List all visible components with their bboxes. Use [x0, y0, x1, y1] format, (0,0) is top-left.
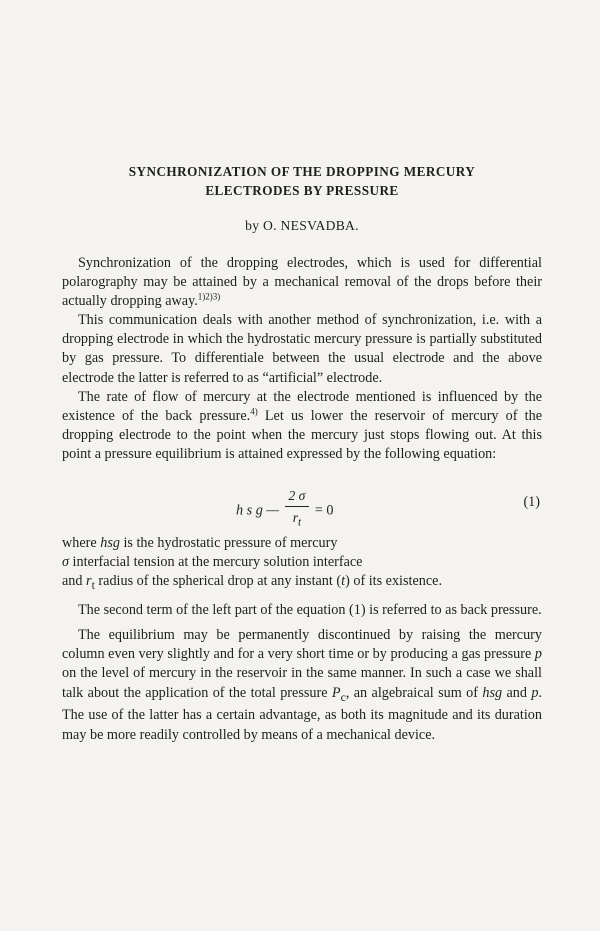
document-page [62, 0, 542, 931]
equation-fraction [285, 486, 310, 533]
equation-1 [62, 474, 542, 528]
definition-rt: and $r_t$ radius of the spherical drop at any instant (t) of its existence. [62, 573, 442, 593]
equation-number: (1) [523, 494, 540, 511]
title-line-1: SYNCHRONIZATION OF THE DROPPING MERCURY [128, 164, 476, 179]
definition-sigma: σ interfacial tension at the mercury solution interface [62, 554, 363, 571]
paragraph-1: Synchronization of the dropping electrodes, which is used for differential polarography may be attained by a mechanical removal of the drops before their actually dropping away.$^{1)2)3)}$ [62, 255, 542, 310]
paragraph-6: The equilibrium may be permanently discontinued by raising the mercury column even very slightly and for a very short time or by producing a gas pressure p on the level of mercury in the reservoir in the same manner. In such a case we shall talk about the application of the total pressure $P_c$, an algebraical sum of hsg and p. The use of the latter has a certain advantage, as both its magnitude and its duration may be more readily controlled by means of a mechanical device. [62, 627, 542, 743]
fraction-denominator: $r_t$ [292, 510, 302, 529]
equation-body [236, 488, 334, 535]
author-byline: by O. NESVADBA. [245, 218, 359, 233]
equation-lhs: h s g — [236, 502, 279, 519]
paragraph-5: The second term of the left part of the equation (1) is referred to as back pressure. [78, 602, 542, 619]
equation-rhs: = 0 [314, 502, 334, 519]
body-text [62, 254, 542, 745]
paragraph-2: This communication deals with another method of synchronization, i.e. with a dropping electrode in which the hydrostatic mercury pressure is partially substituted by gas pressure. To differentiale between the usual electrode and the above electrode the latter is referred to as “artificial” electrode. [62, 312, 542, 386]
reference-marks: 1)2)3) [197, 291, 221, 302]
fraction-numerator: 2 σ [285, 486, 310, 507]
paragraph-3: The rate of flow of mercury at the electrode mentioned is influenced by the existence of the back pressure.$^{4)}$ Let us lower the reservoir of mercury of the dropping electrode to the point when the mercury just stops flowing out. At this point a pressure equilibrium is attained expressed by the following equation: [62, 388, 542, 462]
definition-hsg: where hsg is the hydrostatic pressure of mercury [62, 535, 338, 552]
variable-definitions [62, 534, 542, 595]
paper-title [62, 162, 542, 200]
reference-mark: 4) [250, 406, 258, 417]
title-line-2: ELECTRODES BY PRESSURE [205, 183, 399, 198]
